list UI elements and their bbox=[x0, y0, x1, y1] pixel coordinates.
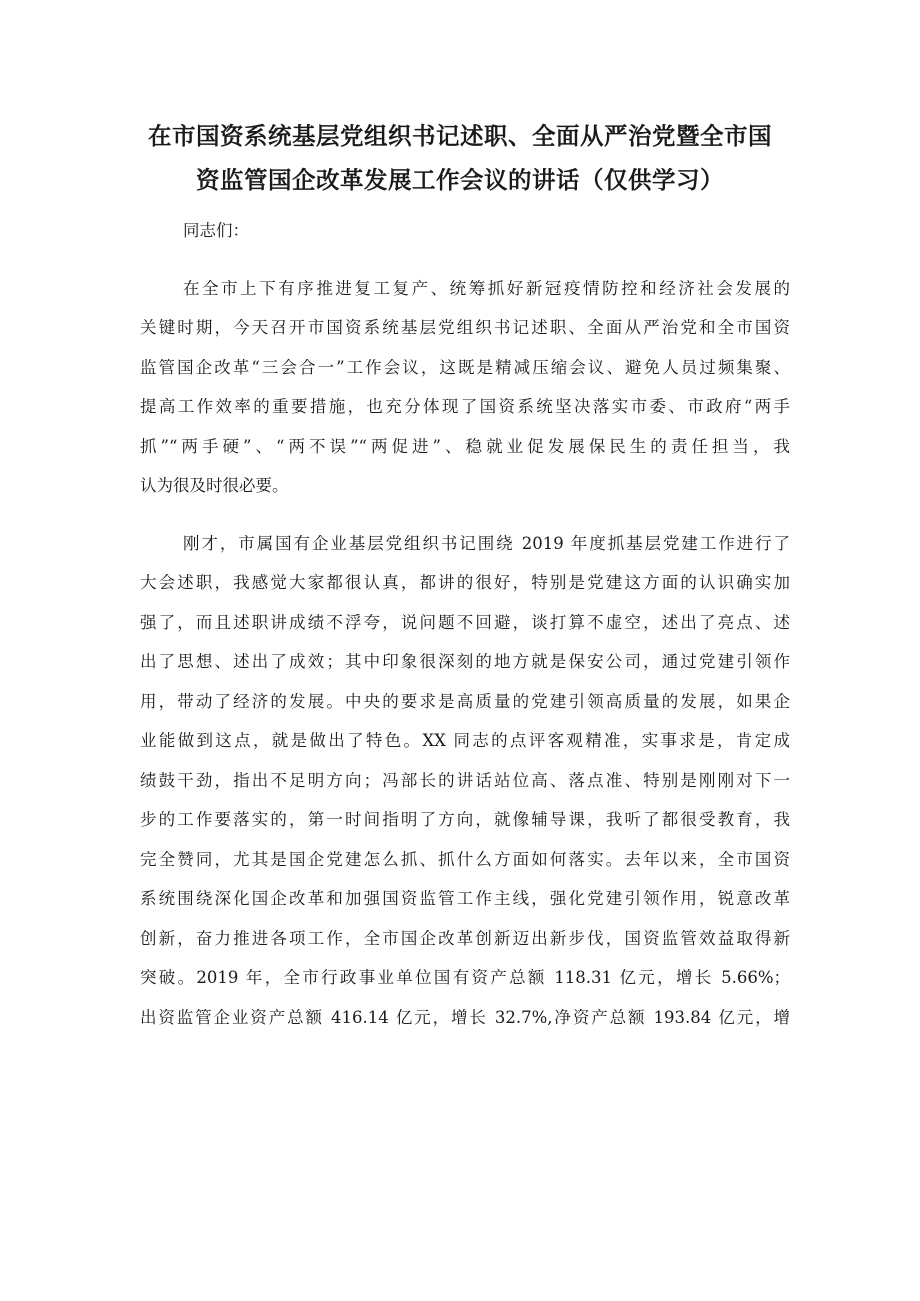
paragraph-line: 在全市上下有序推进复工复产、统筹抓好新冠疫情防控和经济社会发展的 bbox=[183, 278, 790, 298]
paragraph-line: 出资监管企业资产总额 416.14 亿元，增长 32.7%,净资产总额 193.84 亿元，增 bbox=[140, 1007, 790, 1027]
paragraph-line: 步的工作要落实的，第一时间指明了方向，就像辅导课，我听了都很受教育，我 bbox=[140, 810, 790, 829]
paragraph-line: 创新，奋力推进各项工作，全市国企改革创新迈出新步伐，国资监管效益取得新 bbox=[140, 928, 790, 948]
paragraph-line: 突破。2019 年，全市行政事业单位国有资产总额 118.31 亿元，增长 5.66%； bbox=[140, 968, 790, 987]
document-title bbox=[120, 114, 800, 202]
paragraph-line: 业能做到这点，就是做出了特色。XX 同志的点评客观精准，实事求是，肯定成 bbox=[140, 731, 790, 750]
paragraph-line: 大会述职，我感觉大家都很认真，都讲的很好，特别是党建这方面的认识确实加 bbox=[140, 573, 790, 592]
paragraph-line: 完全赞同，尤其是国企党建怎么抓、抓什么方面如何落实。去年以来，全市国资 bbox=[140, 849, 790, 869]
paragraph-line: 绩鼓干劲，指出不足明方向；冯部长的讲话站位高、落点准、特别是刚刚对下一 bbox=[140, 770, 790, 790]
paragraph-line: 用，带动了经济的发展。中央的要求是高质量的党建引领高质量的发展，如果企 bbox=[140, 691, 790, 711]
paragraph-1 bbox=[140, 269, 790, 506]
greeting: 同志们： bbox=[183, 221, 249, 240]
paragraph-line: 关键时期，今天召开市国资系统基层党组织书记述职、全面从严治党和全市国资 bbox=[140, 318, 790, 337]
title-line-2: 资监管国企改革发展工作会议的讲话（仅供学习） bbox=[196, 166, 724, 194]
paragraph-line: 出了思想、述出了成效；其中印象很深刻的地方就是保安公司，通过党建引领作 bbox=[140, 652, 790, 671]
paragraph-line: 提高工作效率的重要措施，也充分体现了国资系统坚决落实市委、市政府“两手 bbox=[140, 397, 790, 416]
document-body bbox=[140, 211, 790, 1037]
paragraph-line: 系统围绕深化国企改革和加强国资监管工作主线，强化党建引领作用，锐意改革 bbox=[140, 889, 790, 908]
paragraph-line: 强了，而且述职讲成绩不浮夸，说问题不回避，谈打算不虚空，述出了亮点、述 bbox=[140, 612, 790, 632]
title-line-1: 在市国资系统基层党组织书记述职、全面从严治党暨全市国 bbox=[148, 122, 772, 150]
paragraph-2 bbox=[140, 524, 790, 1038]
paragraph-line: 刚才，市属国有企业基层党组织书记围绕 2019 年度抓基层党建工作进行了 bbox=[183, 533, 790, 553]
paragraph-line: 抓”“两手硬”、“两不误”“两促进”、稳就业促发展保民生的责任担当，我 bbox=[140, 436, 790, 456]
paragraph-line: 认为很及时很必要。 bbox=[140, 476, 289, 495]
paragraph-line: 监管国企改革“三会合一”工作会议，这既是精减压缩会议、避免人员过频集聚、 bbox=[140, 357, 790, 377]
